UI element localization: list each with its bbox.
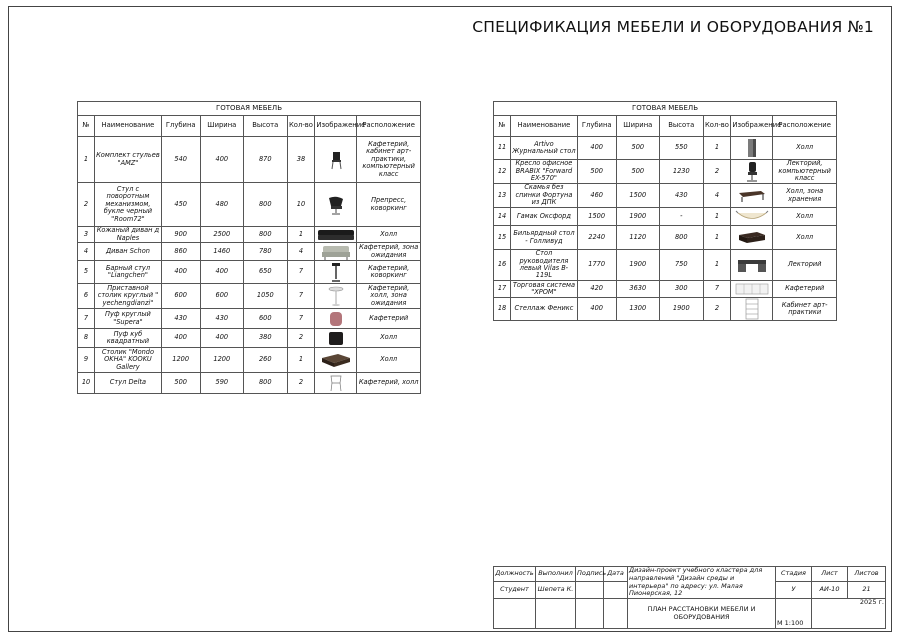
item-name: Кресло офисное BRABIX "Forward EX-570"	[511, 160, 578, 184]
item-location: Кафетерий, зона ожидания	[357, 243, 421, 261]
item-quantity: 1	[287, 348, 315, 373]
row-number: 17	[494, 281, 511, 298]
item-quantity: 2	[703, 298, 731, 321]
item-height: 800	[660, 226, 703, 250]
stamp-empty-4	[604, 599, 628, 629]
item-width: 1900	[616, 208, 659, 226]
item-name: Стеллаж Феникс	[511, 298, 578, 321]
sofa-icon	[316, 244, 355, 260]
item-quantity: 2	[703, 160, 731, 184]
item-depth: 860	[161, 243, 200, 261]
billiard-table-icon	[732, 230, 771, 246]
item-location: Кафетерий, холл	[357, 373, 421, 394]
round-pouf-icon	[316, 310, 355, 328]
item-width: 400	[200, 137, 243, 183]
item-depth: 400	[161, 329, 200, 348]
spec-table-left	[77, 101, 421, 394]
spec-table-right	[493, 101, 837, 321]
item-name: Комплект стульев "AMZ"	[95, 137, 162, 183]
item-depth: 540	[161, 137, 200, 183]
row-number: 14	[494, 208, 511, 226]
table-row	[494, 137, 837, 160]
item-width: 1300	[616, 298, 659, 321]
item-quantity: 1	[703, 137, 731, 160]
item-image	[315, 373, 357, 394]
item-height: 260	[244, 348, 287, 373]
item-height: 780	[244, 243, 287, 261]
item-depth: 500	[577, 160, 616, 184]
item-height: 380	[244, 329, 287, 348]
swivel-chair-icon	[316, 194, 355, 216]
item-location: Лекторий	[773, 250, 837, 281]
stamp-scale: М 1:100	[776, 599, 812, 629]
item-quantity: 1	[703, 226, 731, 250]
item-depth: 900	[161, 227, 200, 243]
table-row	[78, 284, 421, 309]
side-table-icon	[732, 138, 771, 158]
item-location: Холл	[773, 226, 837, 250]
item-height: 1900	[660, 298, 703, 321]
table-row	[78, 329, 421, 348]
item-name: Барный стул "Liangchen"	[95, 261, 162, 284]
row-number: 7	[78, 309, 95, 329]
item-width: 480	[200, 183, 243, 227]
item-image	[731, 208, 773, 226]
table-row	[494, 281, 837, 298]
title-block	[493, 566, 886, 629]
item-height: 800	[244, 373, 287, 394]
row-number: 13	[494, 184, 511, 208]
item-height: 800	[244, 227, 287, 243]
item-image	[731, 250, 773, 281]
stamp-year: 2025 г.	[812, 599, 886, 629]
item-image	[315, 183, 357, 227]
item-height: 870	[244, 137, 287, 183]
item-name: Скамья без спинки Фортуна из ДПК	[511, 184, 578, 208]
column-header: Наименование	[511, 116, 578, 137]
item-quantity: 4	[703, 184, 731, 208]
item-height: 430	[660, 184, 703, 208]
item-width: 500	[616, 137, 659, 160]
item-image	[315, 137, 357, 183]
item-depth: 1770	[577, 250, 616, 281]
item-width: 600	[200, 284, 243, 309]
item-location: Кафетерий	[357, 309, 421, 329]
item-quantity: 7	[287, 284, 315, 309]
round-table-icon	[316, 285, 355, 307]
stamp-sign	[576, 582, 604, 599]
item-name: Стул с поворотным механизмом, букле черный "Room72"	[95, 183, 162, 227]
column-header: Глубина	[577, 116, 616, 137]
item-name: Пуф куб квадратный	[95, 329, 162, 348]
item-height: 800	[244, 183, 287, 227]
item-name: Диван Schon	[95, 243, 162, 261]
stamp-sheet-header: Лист	[812, 567, 848, 582]
item-location: Холл	[357, 348, 421, 373]
page-title: СПЕЦИФИКАЦИЯ МЕБЕЛИ И ОБОРУДОВАНИЯ №1	[472, 18, 874, 36]
column-header: Высота	[660, 116, 703, 137]
stamp-sheets-header: Листов	[848, 567, 886, 582]
item-quantity: 7	[287, 309, 315, 329]
row-number: 12	[494, 160, 511, 184]
coffee-table-icon	[316, 352, 355, 368]
item-image	[731, 226, 773, 250]
row-number: 11	[494, 137, 511, 160]
shelving-icon	[732, 298, 771, 320]
row-number: 6	[78, 284, 95, 309]
column-header: Наименование	[95, 116, 162, 137]
table-row	[494, 160, 837, 184]
item-width: 1200	[200, 348, 243, 373]
stamp-date-header: Дата	[604, 567, 628, 582]
table-row	[78, 183, 421, 227]
column-header: Глубина	[161, 116, 200, 137]
office-chair-icon	[732, 161, 771, 183]
item-quantity: 2	[287, 329, 315, 348]
item-quantity: 7	[287, 261, 315, 284]
item-quantity: 10	[287, 183, 315, 227]
bench-icon	[732, 189, 771, 203]
item-depth: 430	[161, 309, 200, 329]
column-header: №	[494, 116, 511, 137]
stamp-sheet: АИ-10	[812, 582, 848, 599]
column-header: Изображение	[315, 116, 357, 137]
item-width: 400	[200, 329, 243, 348]
item-width: 3630	[616, 281, 659, 298]
item-name: Стул Delta	[95, 373, 162, 394]
item-name: Стол руководителя левый Vilas B-119L	[511, 250, 578, 281]
table-row	[78, 137, 421, 183]
column-header: Расположение	[357, 116, 421, 137]
stamp-empty-1	[494, 599, 536, 629]
item-depth: 400	[577, 137, 616, 160]
item-depth: 600	[161, 284, 200, 309]
item-width: 400	[200, 261, 243, 284]
item-location: Кафетерий	[773, 281, 837, 298]
item-image	[315, 284, 357, 309]
stamp-empty-2	[536, 599, 576, 629]
item-depth: 1200	[161, 348, 200, 373]
table-row	[78, 373, 421, 394]
item-height: 600	[244, 309, 287, 329]
table-row	[494, 250, 837, 281]
table-row	[494, 298, 837, 321]
desk-icon	[732, 257, 771, 273]
item-depth: 2240	[577, 226, 616, 250]
chair-icon	[316, 150, 355, 170]
table-caption: ГОТОВАЯ МЕБЕЛЬ	[494, 102, 837, 116]
item-height: 650	[244, 261, 287, 284]
item-quantity: 4	[287, 243, 315, 261]
row-number: 16	[494, 250, 511, 281]
item-location: Кафетерий, холл, зона ожидания	[357, 284, 421, 309]
item-height: 750	[660, 250, 703, 281]
stamp-date	[604, 582, 628, 599]
item-location: Лекторий, компьютерный класс	[773, 160, 837, 184]
item-location: Кабинет арт-практики	[773, 298, 837, 321]
item-height: 1230	[660, 160, 703, 184]
item-image	[731, 184, 773, 208]
column-header: Ширина	[200, 116, 243, 137]
item-location: Холл	[773, 208, 837, 226]
stamp-author: Шепета К.	[536, 582, 576, 599]
item-width: 1120	[616, 226, 659, 250]
item-image	[315, 329, 357, 348]
row-number: 3	[78, 227, 95, 243]
item-name: Столик "Mondo OKHA" KOOKU Gallery	[95, 348, 162, 373]
item-location: Кафетерий, коворкинг	[357, 261, 421, 284]
item-image	[731, 298, 773, 321]
row-number: 5	[78, 261, 95, 284]
item-location: Холл	[357, 227, 421, 243]
item-width: 1500	[616, 184, 659, 208]
row-number: 4	[78, 243, 95, 261]
item-depth: 400	[161, 261, 200, 284]
item-width: 1460	[200, 243, 243, 261]
stamp-role-header: Должность	[494, 567, 536, 582]
item-width: 1900	[616, 250, 659, 281]
item-location: Холл, зона хранения	[773, 184, 837, 208]
row-number: 18	[494, 298, 511, 321]
item-name: Бильярдный стол - Голливуд	[511, 226, 578, 250]
item-image	[315, 227, 357, 243]
item-name: Торговая система "ХРОМ"	[511, 281, 578, 298]
table-row	[78, 261, 421, 284]
counter-icon	[732, 282, 771, 296]
item-height: 1050	[244, 284, 287, 309]
row-number: 15	[494, 226, 511, 250]
item-depth: 500	[161, 373, 200, 394]
item-width: 2500	[200, 227, 243, 243]
table-row	[494, 208, 837, 226]
item-quantity: 1	[703, 250, 731, 281]
item-quantity: 1	[287, 227, 315, 243]
item-image	[731, 160, 773, 184]
item-depth: 460	[577, 184, 616, 208]
item-location: Кафетерий, кабинет арт-практики, компьютерный класс	[357, 137, 421, 183]
leather-sofa-icon	[316, 228, 355, 242]
item-width: 430	[200, 309, 243, 329]
column-header: Кол-во	[287, 116, 315, 137]
item-name: Приставной столик круглый " yechengdianzi"	[95, 284, 162, 309]
item-image	[315, 348, 357, 373]
item-location: Препресс, коворкинг	[357, 183, 421, 227]
item-quantity: 2	[287, 373, 315, 394]
table-row	[78, 227, 421, 243]
hammock-icon	[732, 210, 771, 224]
bar-stool-icon	[316, 261, 355, 283]
row-number: 1	[78, 137, 95, 183]
item-location: Холл	[357, 329, 421, 348]
item-depth: 1500	[577, 208, 616, 226]
row-number: 10	[78, 373, 95, 394]
column-header: Кол-во	[703, 116, 731, 137]
item-width: 590	[200, 373, 243, 394]
item-name: Пуф круглый "Supera"	[95, 309, 162, 329]
item-height: -	[660, 208, 703, 226]
row-number: 8	[78, 329, 95, 348]
stamp-stage-header: Стадия	[776, 567, 812, 582]
item-height: 300	[660, 281, 703, 298]
item-image	[731, 137, 773, 160]
row-number: 2	[78, 183, 95, 227]
stamp-sheets: 21	[848, 582, 886, 599]
item-depth: 400	[577, 298, 616, 321]
column-header: Изображение	[731, 116, 773, 137]
item-image	[315, 309, 357, 329]
stamp-sheet-title: ПЛАН РАССТАНОВКИ МЕБЕЛИ И ОБОРУДОВАНИЯ	[628, 599, 776, 629]
stamp-done-header: Выполнил	[536, 567, 576, 582]
item-depth: 450	[161, 183, 200, 227]
item-depth: 420	[577, 281, 616, 298]
item-image	[315, 243, 357, 261]
table-caption: ГОТОВАЯ МЕБЕЛЬ	[78, 102, 421, 116]
cube-pouf-icon	[316, 329, 355, 347]
item-quantity: 1	[703, 208, 731, 226]
item-name: Гамак Оксфорд	[511, 208, 578, 226]
table-row	[78, 243, 421, 261]
table-row	[494, 226, 837, 250]
item-name: Artivo Журнальный стол	[511, 137, 578, 160]
item-location: Холл	[773, 137, 837, 160]
row-number: 9	[78, 348, 95, 373]
column-header: Расположение	[773, 116, 837, 137]
stamp-stage: У	[776, 582, 812, 599]
stamp-role: Студент	[494, 582, 536, 599]
table-row	[494, 184, 837, 208]
item-height: 550	[660, 137, 703, 160]
wire-chair-icon	[316, 373, 355, 393]
item-width: 500	[616, 160, 659, 184]
stamp-sign-header: Подпись	[576, 567, 604, 582]
item-image	[731, 281, 773, 298]
column-header: Ширина	[616, 116, 659, 137]
item-image	[315, 261, 357, 284]
stamp-empty-3	[576, 599, 604, 629]
column-header: №	[78, 116, 95, 137]
item-quantity: 38	[287, 137, 315, 183]
stamp-project: Дизайн-проект учебного кластера для направлений "Дизайн среды и интерьера" по адресу: ул. Малая Пионерская, 12	[628, 567, 776, 599]
item-quantity: 7	[703, 281, 731, 298]
column-header: Высота	[244, 116, 287, 137]
table-row	[78, 348, 421, 373]
item-name: Кожаный диван д Naples	[95, 227, 162, 243]
table-row	[78, 309, 421, 329]
